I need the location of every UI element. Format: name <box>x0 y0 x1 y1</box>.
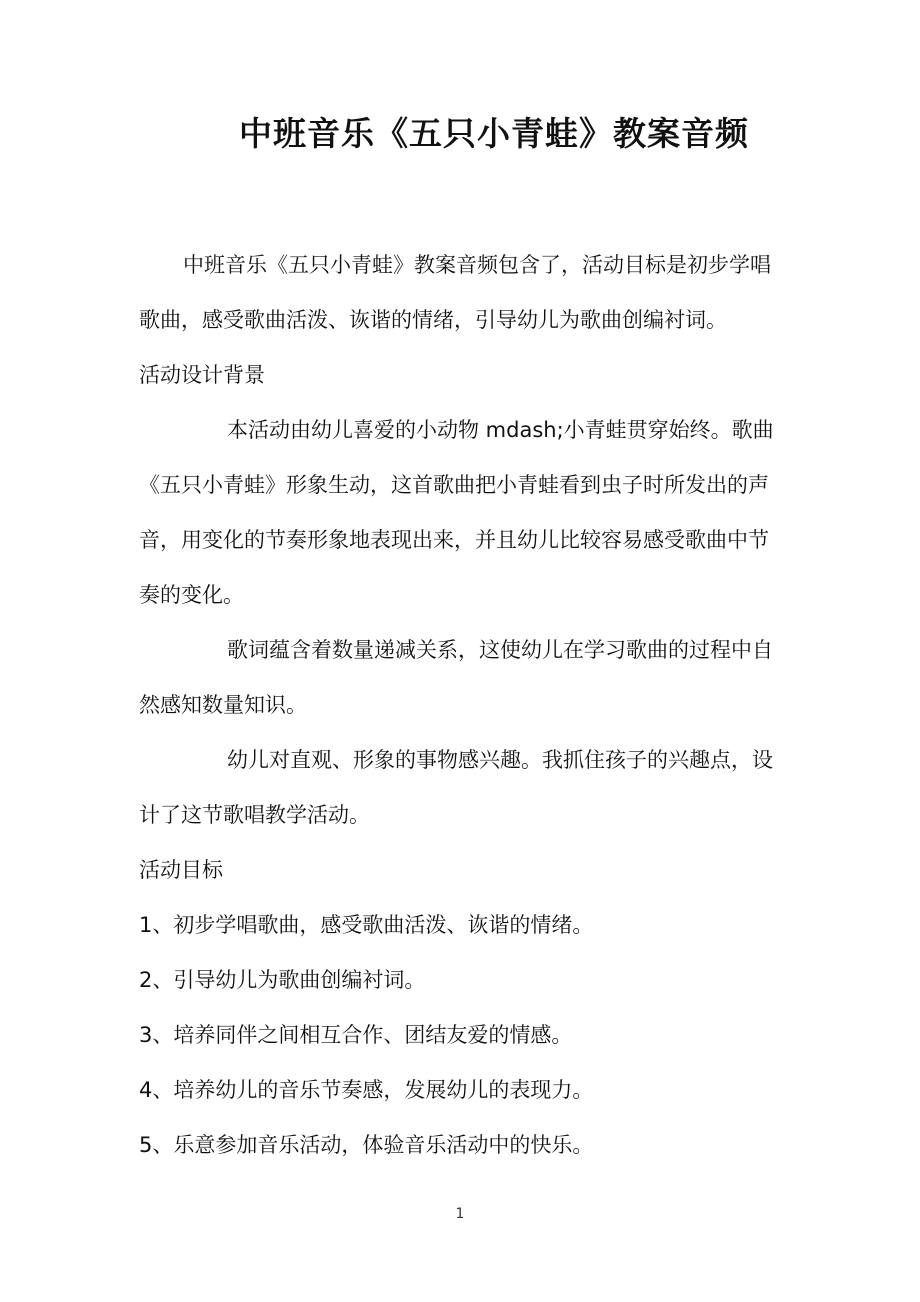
background-paragraph: 本活动由幼儿喜爱的小动物 mdash;小青蛙贯穿始终。歌曲《五只小青蛙》形象生动，这首歌曲把小青蛙看到虫子时所发出的声音，用变化的节奏形象地表现出来，并且幼儿比较容易感受歌曲中节奏的变化。 <box>139 418 774 607</box>
page-number: 1 <box>455 1206 465 1222</box>
intro-paragraph: 中班音乐《五只小青蛙》教案音频包含了，活动目标是初步学唱歌曲，感受歌曲活泼、诙谐的情绪，引导幼儿为歌曲创编衬词。 <box>139 253 771 332</box>
document-body <box>139 238 782 1173</box>
lyrics-paragraph: 歌词蕴含着数量递减关系，这使幼儿在学习歌曲的过程中自然感知数量知识。 <box>139 638 773 717</box>
goal-item: 2、引导幼儿为歌曲创编衬词。 <box>139 968 426 992</box>
document-title: 中班音乐《五只小青蛙》教案音频 <box>239 114 749 153</box>
goal-item: 4、培养幼儿的音乐节奏感，发展幼儿的表现力。 <box>139 1078 594 1102</box>
goal-item: 5、乐意参加音乐活动，体验音乐活动中的快乐。 <box>139 1133 594 1157</box>
section-heading-background: 活动设计背景 <box>139 363 265 387</box>
interest-paragraph: 幼儿对直观、形象的事物感兴趣。我抓住孩子的兴趣点，设计了这节歌唱教学活动。 <box>139 748 773 827</box>
goal-item: 3、培养同伴之间相互合作、团结友爱的情感。 <box>139 1023 573 1047</box>
section-heading-goals: 活动目标 <box>139 858 223 882</box>
goal-item: 1、初步学唱歌曲，感受歌曲活泼、诙谐的情绪。 <box>139 913 594 937</box>
